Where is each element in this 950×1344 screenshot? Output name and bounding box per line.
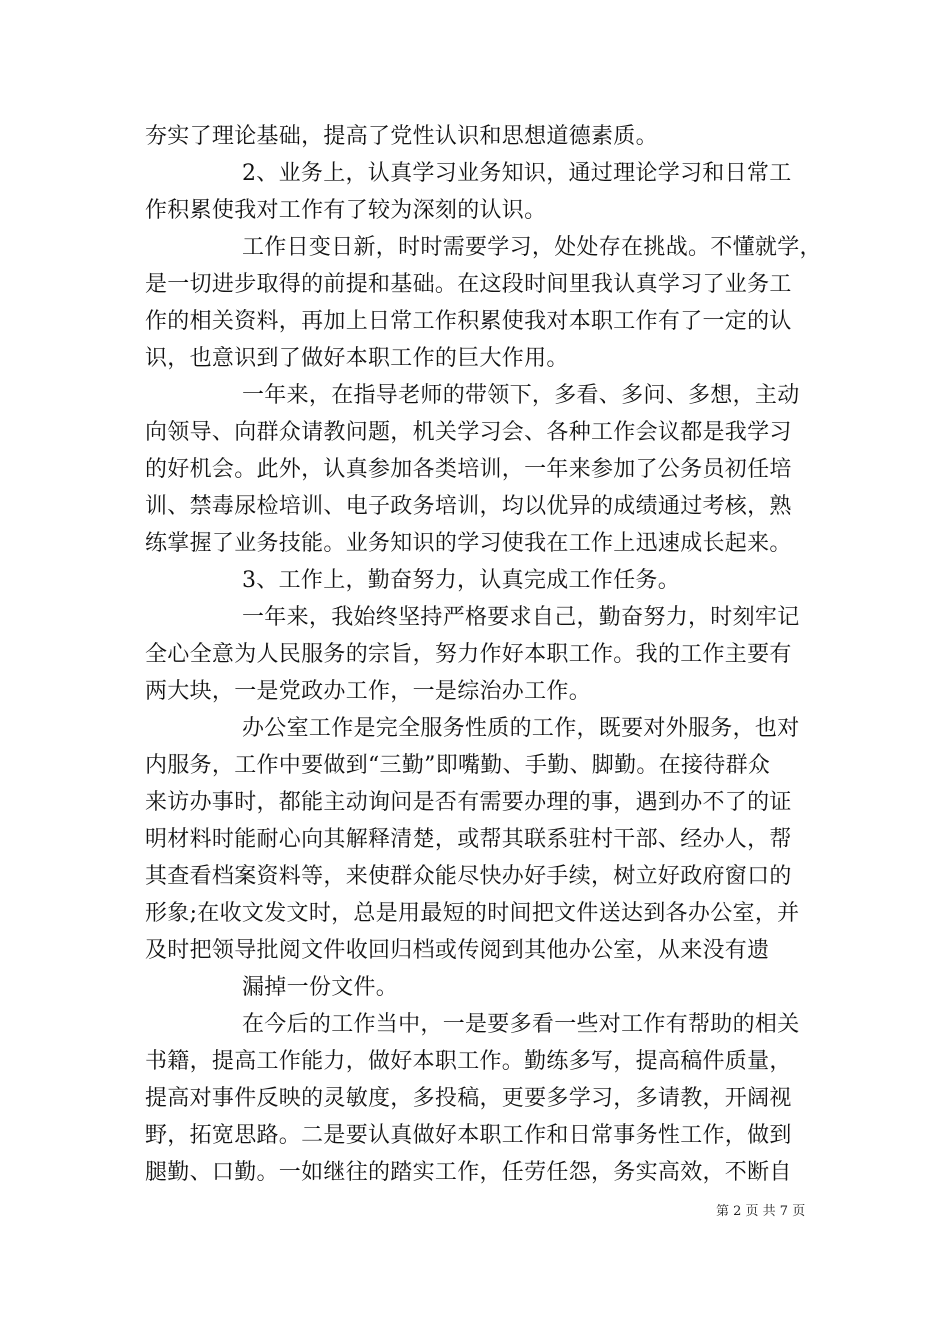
text-line: 漏掉一份文件。	[242, 975, 399, 1000]
text-line: 3、工作上，勤奋努力，认真完成工作任务。	[242, 568, 680, 593]
text-line: 作积累使我对工作有了较为深刻的认识。	[145, 198, 547, 223]
text-line: 是一切进步取得的前提和基础。在这段时间里我认真学习了业务工	[145, 272, 792, 297]
text-line: 作的相关资料，再加上日常工作积累使我对本职工作有了一定的认	[145, 309, 792, 334]
text-line: 在今后的工作当中，一是要多看一些对工作有帮助的相关	[242, 1012, 800, 1037]
text-line: 夯实了理论基础，提高了党性认识和思想道德素质。	[145, 124, 658, 149]
text-line: 工作日变日新，时时需要学习，处处存在挑战。不懂就学，	[242, 235, 822, 260]
text-line: 两大块，一是党政办工作，一是综治办工作。	[145, 679, 592, 704]
text-line: 一年来，在指导老师的带领下，多看、多问、多想，主动	[242, 383, 800, 408]
text-line: 其查看档案资料等，来使群众能尽快办好手续，树立好政府窗口的	[145, 864, 792, 889]
text-line: 明材料时能耐心向其解释清楚，或帮其联系驻村干部、经办人，帮	[145, 827, 792, 852]
text-line: 全心全意为人民服务的宗旨，努力作好本职工作。我的工作主要有	[145, 642, 792, 667]
text-line: 来访办事时，都能主动询问是否有需要办理的事，遇到办不了的证	[145, 790, 792, 815]
text-line: 一年来，我始终坚持严格要求自己，勤奋努力，时刻牢记	[242, 605, 800, 630]
text-line: 形象;在收文发文时，总是用最短的时间把文件送达到各办公室，并	[145, 901, 800, 926]
text-line: 及时把领导批阅文件收回归档或传阅到其他办公室，从来没有遗	[145, 938, 770, 963]
text-line: 的好机会。此外，认真参加各类培训，一年来参加了公务员初任培	[145, 457, 792, 482]
text-line: 训、禁毒尿检培训、电子政务培训，均以优异的成绩通过考核，熟	[145, 494, 792, 519]
page-number: 第 2 页 共 7 页	[716, 1204, 806, 1219]
text-line: 办公室工作是完全服务性质的工作，既要对外服务，也对	[242, 716, 800, 741]
text-line: 内服务，工作中要做到“三勤”即嘴勤、手勤、脚勤。在接待群众	[145, 753, 771, 778]
text-line: 练掌握了业务技能。业务知识的学习使我在工作上迅速成长起来。	[145, 531, 792, 556]
text-line: 2、业务上，认真学习业务知识，通过理论学习和日常工	[242, 161, 792, 186]
text-line: 向领导、向群众请教问题，机关学习会、各种工作会议都是我学习	[145, 420, 792, 445]
body-text	[145, 118, 822, 1191]
text-line: 识，也意识到了做好本职工作的巨大作用。	[145, 346, 569, 371]
text-line: 野，拓宽思路。二是要认真做好本职工作和日常事务性工作，做到	[145, 1123, 792, 1148]
text-line: 提高对事件反映的灵敏度，多投稿，更要多学习，多请教，开阔视	[145, 1086, 792, 1111]
text-line: 书籍，提高工作能力，做好本职工作。勤练多写，提高稿件质量，	[145, 1049, 792, 1074]
text-line: 腿勤、口勤。一如继往的踏实工作，任劳任怨，务实高效，不断自	[145, 1160, 792, 1185]
